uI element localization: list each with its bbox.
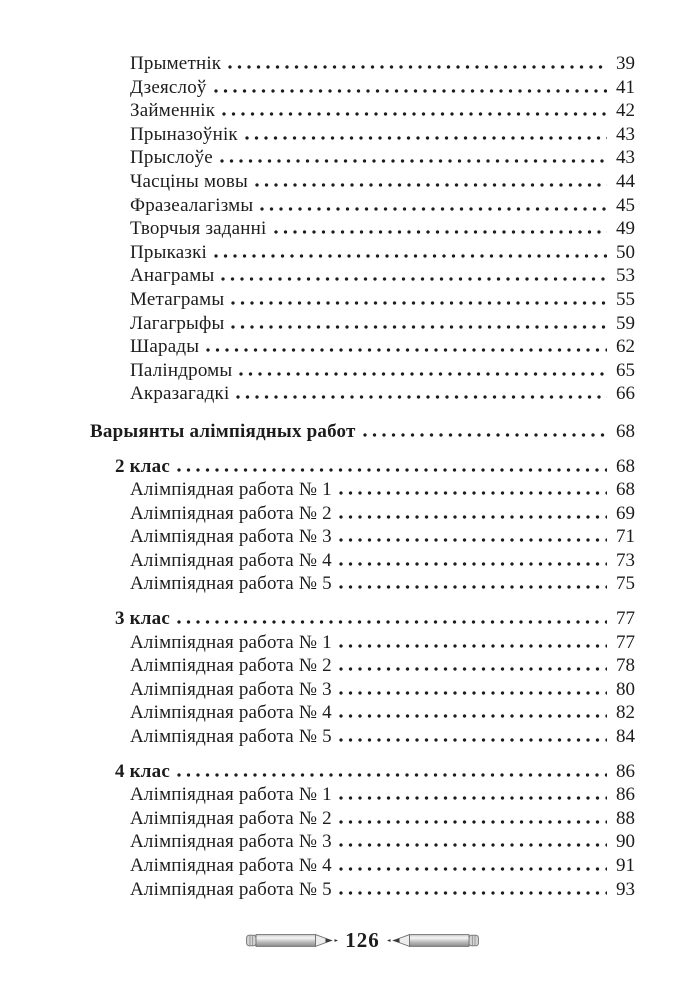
- toc-entry-page: 66: [616, 383, 635, 405]
- toc-entry-label: Творчыя заданні: [130, 218, 267, 240]
- dot-leader: [274, 230, 608, 234]
- dot-leader: [339, 585, 607, 589]
- dot-leader: [231, 325, 607, 329]
- toc-entry-label: Прыназоўнік: [130, 123, 238, 145]
- toc-entry-page: 91: [616, 855, 635, 876]
- toc-entry: [90, 241, 635, 265]
- toc-entry: [90, 123, 635, 147]
- dot-leader: [255, 183, 607, 187]
- pencil-icon: [246, 933, 338, 948]
- toc-entry-page: 69: [616, 502, 635, 524]
- toc-entry: [90, 312, 635, 336]
- toc-entry-page: 77: [616, 631, 635, 653]
- toc-entry-page: 39: [616, 53, 635, 74]
- dot-leader: [214, 89, 607, 93]
- toc-entry: [90, 783, 635, 807]
- toc-entry: [90, 607, 635, 631]
- toc-entry: [90, 99, 635, 123]
- toc-entry: [90, 654, 635, 678]
- toc-entry: [90, 335, 635, 359]
- toc-entry-page: 50: [616, 241, 635, 263]
- toc-entry-page: 45: [616, 194, 635, 216]
- toc-entry-page: 62: [616, 336, 635, 358]
- toc-entry-page: 65: [616, 359, 635, 381]
- toc-entry: [90, 52, 635, 76]
- toc-entry-label: Алімпіядная работа № 1: [130, 631, 332, 653]
- toc-entry-label: Алімпіядная работа № 2: [130, 655, 332, 677]
- toc-entry-page: 68: [616, 455, 635, 477]
- dot-leader: [339, 820, 607, 824]
- toc-entry-label: Метаграмы: [130, 288, 225, 310]
- toc-entry-label: Прыказкі: [130, 241, 207, 263]
- toc-entry: [90, 525, 635, 549]
- dot-leader: [339, 491, 607, 495]
- dot-leader: [214, 254, 607, 258]
- dot-leader: [177, 468, 607, 472]
- table-of-contents: [90, 52, 635, 901]
- dot-leader: [222, 112, 607, 116]
- dot-leader: [239, 372, 607, 376]
- toc-entry: [90, 701, 635, 725]
- toc-entry-label: Дзеяслоў: [130, 76, 207, 98]
- toc-entry-page: 86: [616, 784, 635, 806]
- toc-entry: [90, 194, 635, 218]
- toc-entry: [90, 359, 635, 383]
- toc-entry-label: Алімпіядная работа № 4: [130, 549, 332, 571]
- toc-entry: [90, 878, 635, 902]
- footer-page-number: 126: [345, 928, 380, 953]
- dot-leader: [363, 433, 607, 437]
- toc-entry-label: Алімпіядная работа № 4: [130, 702, 332, 724]
- toc-entry: [90, 854, 635, 878]
- toc-entry-page: 68: [616, 420, 635, 442]
- dot-leader: [236, 395, 607, 399]
- dot-leader: [339, 538, 607, 542]
- toc-entry: [90, 170, 635, 194]
- toc-entry-label: Алімпіядная работа № 5: [130, 878, 332, 900]
- dot-leader: [339, 667, 607, 671]
- toc-entry-page: 43: [616, 147, 635, 169]
- toc-entry-page: 75: [616, 573, 635, 595]
- toc-entry-label: 2 клас: [115, 455, 170, 477]
- toc-entry-label: Алімпіядная работа № 5: [130, 573, 332, 595]
- toc-entry-page: 77: [616, 608, 635, 630]
- toc-entry-label: Варыянты алімпіядных работ: [90, 420, 356, 442]
- toc-entry-label: 3 клас: [115, 608, 170, 630]
- dot-leader: [221, 277, 607, 281]
- dot-leader: [339, 867, 607, 871]
- toc-entry: [90, 455, 635, 479]
- toc-entry-page: 80: [616, 678, 635, 700]
- dot-leader: [339, 714, 607, 718]
- toc-entry-label: Алімпіядная работа № 1: [130, 479, 332, 501]
- toc-entry-label: Акразагадкі: [130, 383, 230, 405]
- toc-entry-page: 68: [616, 479, 635, 501]
- dot-leader: [339, 644, 607, 648]
- pencil-icon: [387, 933, 479, 948]
- toc-entry: [90, 572, 635, 596]
- toc-entry-page: 86: [616, 760, 635, 782]
- toc-entry-page: 59: [616, 312, 635, 334]
- toc-entry-page: 53: [616, 265, 635, 287]
- dot-leader: [220, 159, 607, 163]
- toc-entry-page: 42: [616, 100, 635, 122]
- toc-entry-label: Алімпіядная работа № 5: [130, 726, 332, 748]
- dot-leader: [206, 348, 607, 352]
- toc-entry: [90, 288, 635, 312]
- dot-leader: [177, 620, 607, 624]
- toc-entry: [90, 502, 635, 526]
- toc-entry-page: 78: [616, 655, 635, 677]
- toc-entry-page: 88: [616, 807, 635, 829]
- toc-entry-label: Алімпіядная работа № 4: [130, 855, 332, 876]
- toc-entry-page: 71: [616, 526, 635, 548]
- toc-entry: [90, 549, 635, 573]
- toc-entry: [90, 420, 635, 444]
- toc-entry-label: Алімпіядная работа № 1: [130, 784, 332, 806]
- toc-entry-label: Займеннік: [130, 100, 216, 122]
- toc-entry-page: 73: [616, 549, 635, 571]
- toc-entry: [90, 760, 635, 784]
- dot-leader: [177, 773, 607, 777]
- toc-entry: [90, 725, 635, 749]
- toc-entry-label: Алімпіядная работа № 3: [130, 526, 332, 548]
- toc-entry-page: 49: [616, 218, 635, 240]
- toc-entry-page: 90: [616, 831, 635, 853]
- toc-entry-label: Лагагрыфы: [130, 312, 225, 334]
- toc-entry-label: Паліндромы: [130, 359, 233, 381]
- toc-entry: [90, 264, 635, 288]
- toc-entry-label: Часціны мовы: [130, 170, 249, 192]
- page-footer: [90, 928, 635, 953]
- toc-entry-page: 82: [616, 702, 635, 724]
- toc-entry-page: 84: [616, 726, 635, 748]
- dot-leader: [339, 843, 607, 847]
- dot-leader: [339, 891, 607, 895]
- toc-entry-label: Прыметнік: [130, 53, 222, 74]
- toc-entry: [90, 830, 635, 854]
- toc-entry-page: 41: [616, 76, 635, 98]
- toc-entry-page: 44: [616, 170, 635, 192]
- dot-leader: [339, 796, 607, 800]
- toc-entry: [90, 217, 635, 241]
- toc-entry: [90, 478, 635, 502]
- dot-leader: [339, 738, 607, 742]
- dot-leader: [339, 562, 607, 566]
- toc-entry-label: 4 клас: [115, 760, 170, 782]
- toc-entry-label: Алімпіядная работа № 2: [130, 502, 332, 524]
- toc-entry-label: Прыслоўе: [130, 147, 213, 169]
- dot-leader: [228, 65, 607, 69]
- toc-entry-label: Фразеалагізмы: [130, 194, 254, 216]
- dot-leader: [245, 136, 607, 140]
- toc-entry-label: Шарады: [130, 336, 200, 358]
- toc-entry: [90, 76, 635, 100]
- toc-entry: [90, 631, 635, 655]
- dot-leader: [260, 207, 607, 211]
- toc-entry: [90, 678, 635, 702]
- toc-entry: [90, 807, 635, 831]
- toc-entry-label: Алімпіядная работа № 2: [130, 807, 332, 829]
- toc-entry-page: 55: [616, 288, 635, 310]
- dot-leader: [339, 691, 607, 695]
- dot-leader: [339, 515, 607, 519]
- toc-entry-label: Анаграмы: [130, 265, 215, 287]
- toc-entry-page: 43: [616, 123, 635, 145]
- toc-entry-label: Алімпіядная работа № 3: [130, 678, 332, 700]
- toc-entry: [90, 146, 635, 170]
- toc-entry-label: Алімпіядная работа № 3: [130, 831, 332, 853]
- dot-leader: [231, 301, 607, 305]
- toc-entry: [90, 382, 635, 406]
- toc-entry-page: 93: [616, 878, 635, 900]
